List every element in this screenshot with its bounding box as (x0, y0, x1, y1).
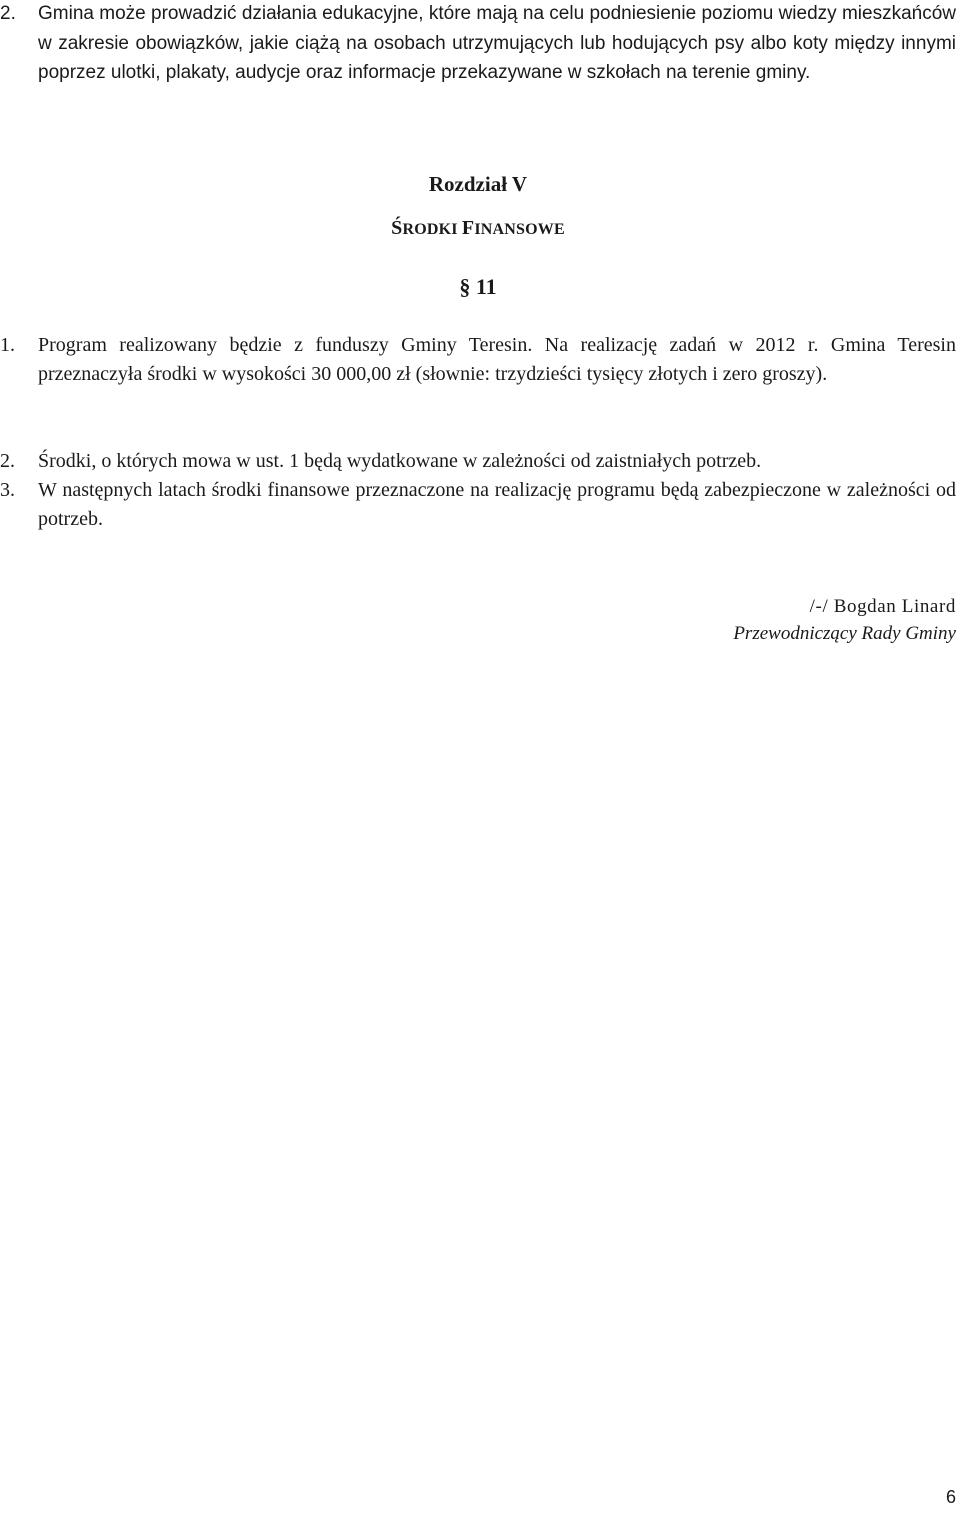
chapter-title: Rozdział V (428, 172, 528, 196)
signature-role: Przewodniczący Rady Gminy (733, 623, 956, 644)
list-item (0, 447, 956, 476)
chapter-subtitle-rest-2: INANSOWE (474, 221, 565, 238)
chapter-subtitle-rest-1: RODKI (402, 221, 462, 238)
paragraph-2 (0, 0, 956, 88)
list-item (0, 476, 956, 534)
list-item-number: 3. (0, 479, 15, 501)
list-item (0, 331, 956, 389)
list-item-number: 1. (0, 334, 15, 356)
list-item-text: Program realizowany będzie z funduszy Gminy Teresin. Na realizację zadań w 2012 r. Gmina Teresin przeznaczyła środki w wysokości 30 000,00 zł (słownie: trzydzieści tysięcy złotych i zero groszy). (38, 334, 956, 385)
chapter-subtitle-initial-2: F (461, 217, 475, 239)
chapter-subtitle (0, 217, 956, 240)
list-item-number: 2. (0, 450, 15, 472)
paragraph-2-text: Gmina może prowadzić działania edukacyjne, które mają na celu podniesienie poziomu wiedzy mieszkańców w zakresie obowiązków, jakie ciążą na osobach utrzymujących lub hodujących psy albo koty między innymi poprzez ulotki, plakaty, audycje oraz informacje przekazywane w szkołach na terenie gminy. (38, 3, 956, 83)
list-item-text: W następnych latach środki finansowe przeznaczone na realizację programu będą zabezpieczone w zależności od potrzeb. (38, 479, 956, 530)
paragraph-2-number: 2. (0, 3, 16, 24)
page-number: 6 (945, 1487, 956, 1507)
section-symbol: § (459, 274, 471, 299)
section-heading (0, 274, 956, 300)
section-number: 11 (475, 274, 497, 299)
signature-name: /-/ Bogdan Linard (809, 596, 956, 617)
list-item-text: Środki, o których mowa w ust. 1 będą wydatkowane w zależności od zaistniałych potrzeb. (38, 450, 762, 472)
chapter-subtitle-initial-1: Ś (391, 217, 403, 239)
